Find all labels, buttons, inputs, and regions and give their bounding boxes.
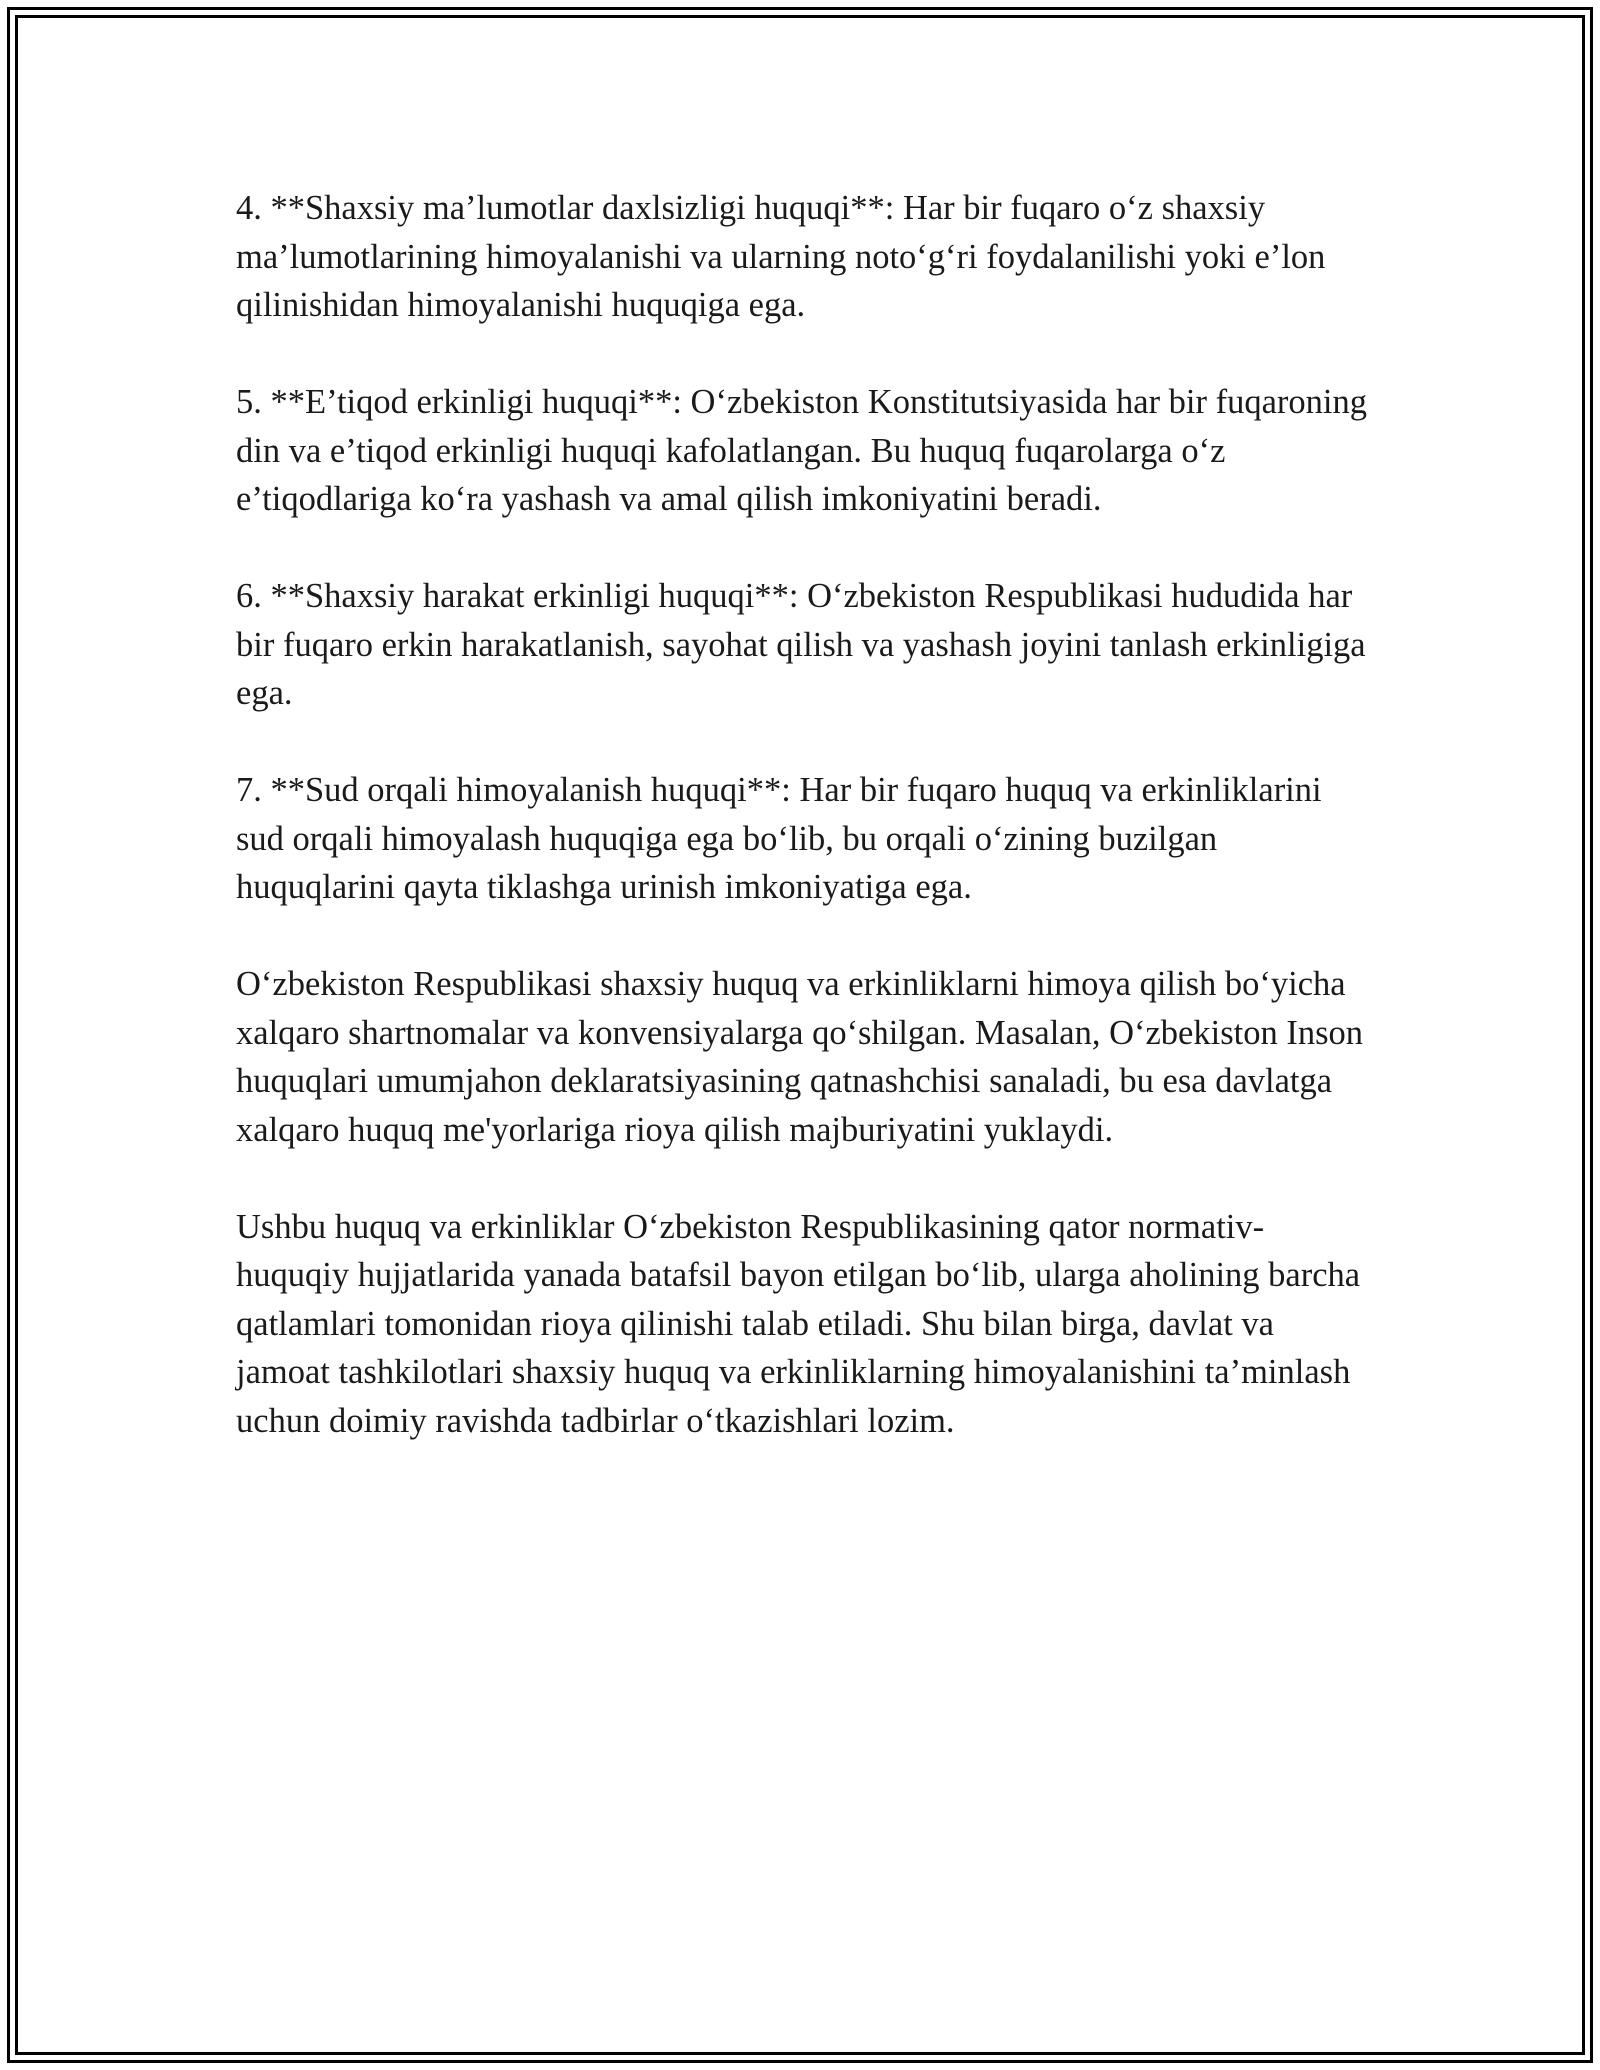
paragraph-international-treaties: O‘zbekiston Respublikasi shaxsiy huquq va erkinliklarni himoya qilish bo‘yicha xalqaro shartnomalar va konvensiyalarga qo‘shilgan. Masalan, O‘zbekiston Inson huquqlari umumjahon deklaratsiyasining qatnashchisi sanaladi, bu esa davlatga xalqaro huquq me'yorlariga rioya qilish majburiyatini yuklaydi.	[236, 965, 1364, 1149]
paragraph-item-4: 4. **Shaxsiy ma’lumotlar daxlsizligi huquqi**: Har bir fuqaro o‘z shaxsiy ma’lumotlarining himoyalanishi va ularning noto‘g‘ri foydalanilishi yoki e’lon qilinishidan himoyalanishi huquqiga ega.	[236, 189, 1326, 324]
paragraph-item-6: 6. **Shaxsiy harakat erkinligi huquqi**: O‘zbekiston Respublikasi hududida har bir fuqaro erkin harakatlanish, sayohat qilish va yashash joyini tanlash erkinligiga ega.	[236, 577, 1366, 712]
paragraph-item-5: 5. **E’tiqod erkinligi huquqi**: O‘zbekiston Konstitutsiyasida har bir fuqaroning din va e’tiqod erkinligi huquqi kafolatlangan. Bu huquq fuqarolarga o‘z e’tiqodlariga ko‘ra yashash va amal qilish imkoniyatini beradi.	[236, 383, 1368, 518]
document-body	[236, 184, 1376, 1494]
paragraph-item-7: 7. **Sud orqali himoyalanish huquqi**: Har bir fuqaro huquq va erkinliklarini sud orqali himoyalash huquqiga ega bo‘lib, bu orqali o‘zining buzilgan huquqlarini qayta tiklashga urinish imkoniyatiga ega.	[236, 771, 1322, 906]
paragraph-conclusion: Ushbu huquq va erkinliklar O‘zbekiston Respublikasining qator normativ-huquqiy hujjatlarida yanada batafsil bayon etilgan bo‘lib, ularga aholining barcha qatlamlari tomonidan rioya qilinishi talab etiladi. Shu bilan birga, davlat va jamoat tashkilotlari shaxsiy huquq va erkinliklarning himoyalanishini ta’minlash uchun doimiy ravishda tadbirlar o‘tkazishlari lozim.	[236, 1207, 1361, 1440]
